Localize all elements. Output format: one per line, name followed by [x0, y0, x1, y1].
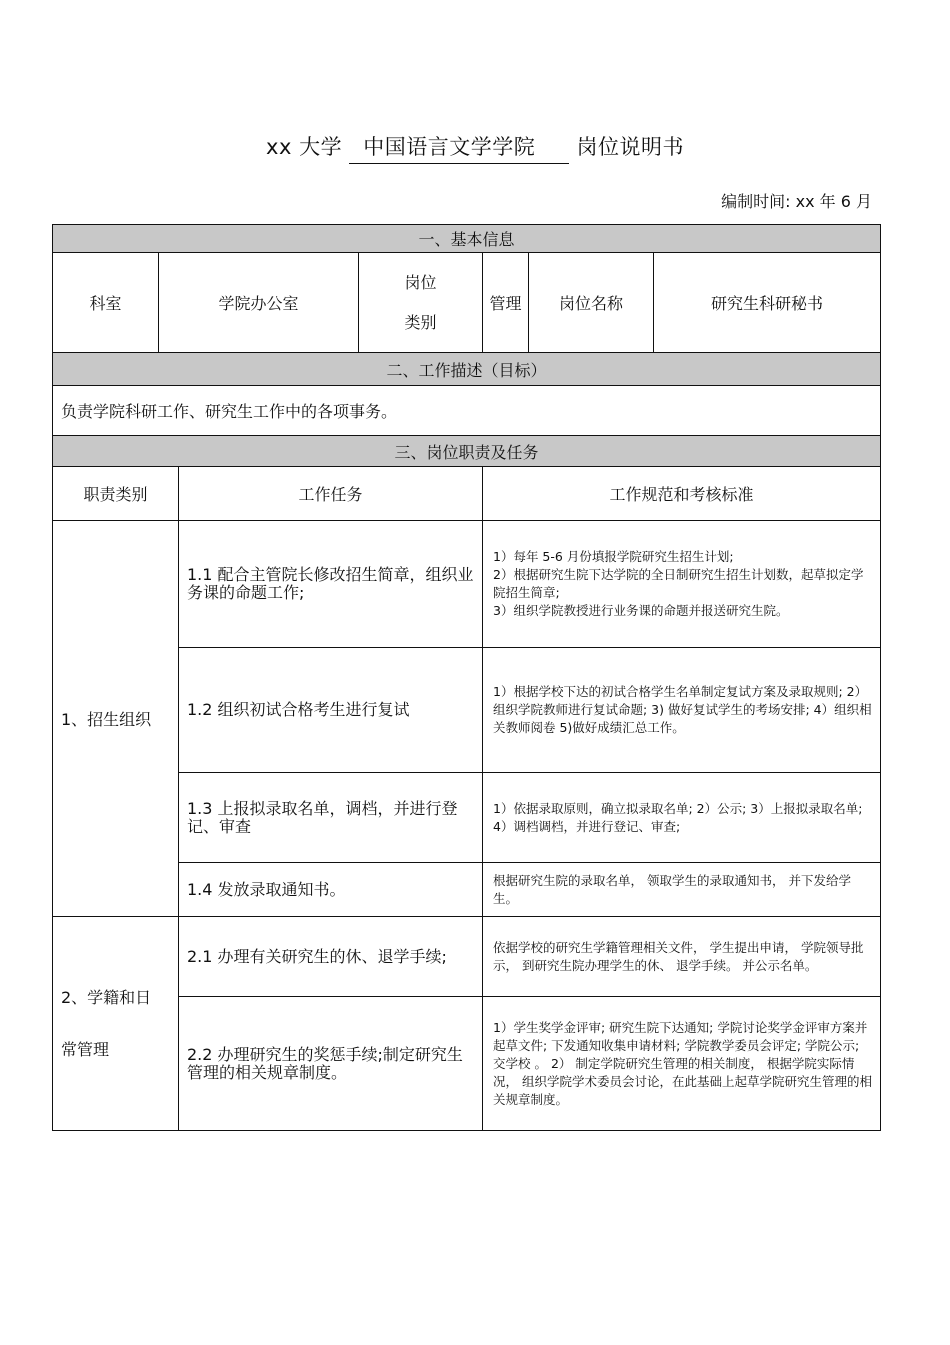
column-header-row — [53, 467, 881, 521]
category-recruitment: 1、招生组织 — [53, 521, 179, 917]
dept-value: 学院办公室 — [159, 253, 359, 353]
section-desc-heading: 二、工作描述（目标） — [53, 353, 881, 386]
name-value: 研究生科研秘书 — [654, 253, 881, 353]
task-cell: 2.2 办理研究生的奖惩手续;制定研究生管理的相关规章制度。 — [179, 997, 483, 1131]
standard-cell: 1）每年 5-6 月份填报学院研究生招生计划; 2）根据研究生院下达学院的全日制研究生招生计划数，起草拟定学院招生简章; 3）组织学院教授进行业务课的命题并报送研究生院。 — [483, 521, 881, 648]
task-cell: 1.3 上报拟录取名单，调档，并进行登记、审查 — [179, 773, 483, 863]
type-label-line1: 岗位 — [404, 272, 437, 292]
title-suffix: 岗位说明书 — [576, 135, 684, 159]
task-cell: 2.1 办理有关研究生的休、退学手续; — [179, 917, 483, 997]
title-college: 中国语言文学学院 — [349, 131, 569, 164]
description-row — [53, 386, 881, 436]
standard-cell: 依据学校的研究生学籍管理相关文件， 学生提出申请， 学院领导批示， 到研究生院办理学生的休、 退学手续。 并公示名单。 — [483, 917, 881, 997]
type-value: 管理 — [483, 253, 529, 353]
standard-cell: 1）学生奖学金评审; 研究生院下达通知; 学院讨论奖学金评审方案并起草文件; 下发通知收集申请材料; 学院教学委员会评定; 学院公示; 交学校 。 2） 制定学院研究生管理的相关制度， 根据学院实际情况， 组织学院学术委员会讨论，在此基础上起草学院研究生管理的相关规章制度。 — [483, 997, 881, 1131]
table-row — [53, 917, 881, 997]
section-basic-row — [53, 225, 881, 253]
section-duties-heading: 三、岗位职责及任务 — [53, 436, 881, 467]
section-desc-row — [53, 353, 881, 386]
col-header-category: 职责类别 — [53, 467, 179, 521]
category-line2: 常管理 — [61, 1039, 110, 1059]
job-description: 负责学院科研工作、研究生工作中的各项事务。 — [53, 386, 881, 436]
type-label-line2: 类别 — [404, 312, 437, 332]
compile-date: 编制时间: xx 年 6 月 — [721, 192, 872, 211]
section-duties-row — [53, 436, 881, 467]
standard-cell: 1）根据学校下达的初试合格学生名单制定复试方案及录取规则; 2）组织学院教师进行复试命题; 3) 做好复试学生的考场安排; 4）组织相关教师阅卷 5)做好成绩汇总工作。 — [483, 648, 881, 773]
type-label — [359, 253, 483, 353]
dept-label: 科室 — [53, 253, 159, 353]
section-basic-heading: 一、基本信息 — [53, 225, 881, 253]
basic-info-row — [53, 253, 881, 353]
task-cell: 1.1 配合主管院长修改招生简章，组织业务课的命题工作; — [179, 521, 483, 648]
title-prefix: xx 大学 — [266, 135, 343, 159]
col-header-task: 工作任务 — [179, 467, 483, 521]
category-line1: 2、学籍和日 — [61, 987, 152, 1007]
name-label: 岗位名称 — [529, 253, 654, 353]
standard-cell: 1）依据录取原则，确立拟录取名单; 2）公示; 3）上报拟录取名单; 4）调档调档，并进行登记、审查; — [483, 773, 881, 863]
task-cell: 1.2 组织初试合格考生进行复试 — [179, 648, 483, 773]
col-header-standard: 工作规范和考核标准 — [483, 467, 881, 521]
standard-cell: 根据研究生院的录取名单， 领取学生的录取通知书， 并下发给学生。 — [483, 863, 881, 917]
category-student-status — [53, 917, 179, 1131]
document-title — [0, 131, 950, 164]
table-row — [53, 521, 881, 648]
task-cell: 1.4 发放录取通知书。 — [179, 863, 483, 917]
job-description-table — [52, 224, 881, 1131]
